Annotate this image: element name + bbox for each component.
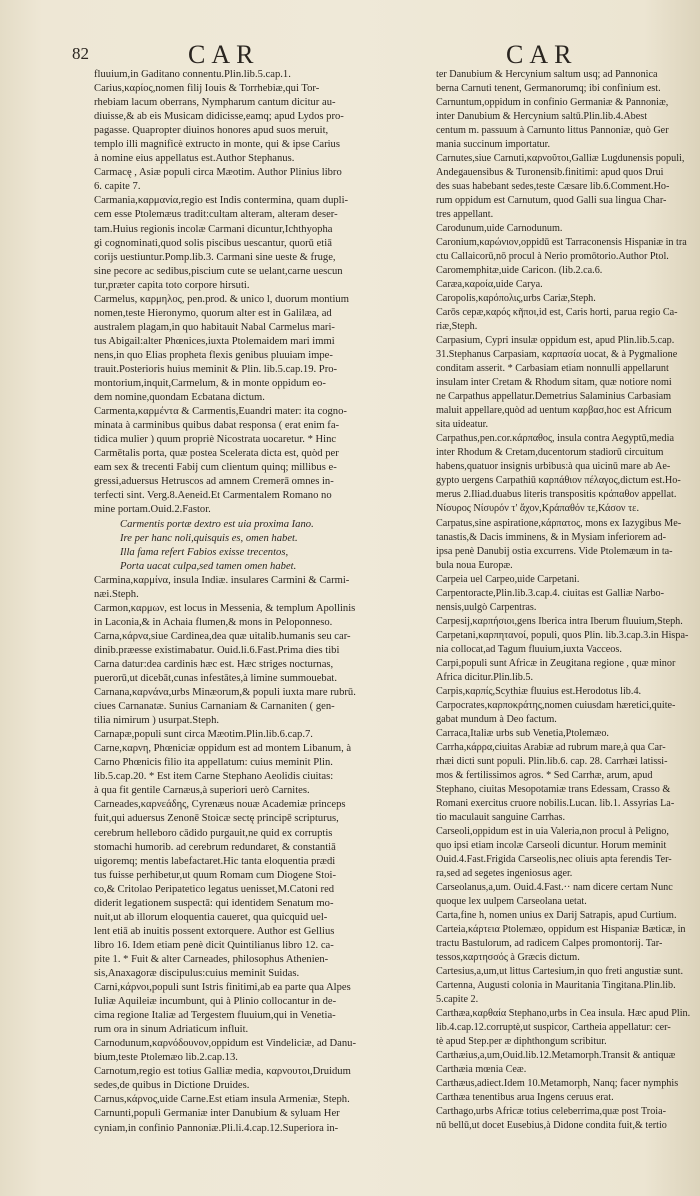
entry-line: ipsa penè Danubij ostia excurrens. Vide Ptolemæum in ta- xyxy=(436,545,673,557)
entry-line: mos & fertilissimos agros. * Sed Carrhæ, arum, apud xyxy=(436,769,653,781)
entry-line: Carna,κάρνα,siue Cardinea,dea quæ uitalib.humanis seu car- xyxy=(94,630,351,642)
entry-line: Caræa,καροία,uide Carya. xyxy=(436,279,543,291)
entry-line: tanastis,& Dacis imminens, & in Mysiam inferiorem ad- xyxy=(436,531,667,543)
entry-line: à nomine eius appellatus est.Author Stephanus. xyxy=(94,153,295,165)
entry-line: Carmania,καρμανία,regio est Indis contermina, quam dupli- xyxy=(94,195,349,207)
entry-line: Carmacę , Asiæ populi circa Mæotim. Author Plinius libro xyxy=(94,167,342,179)
entry-line: tam.Huius regionis incolæ Carmani dicuntur,Ichthyopha xyxy=(94,223,333,235)
entry-line: Carseoli,oppidum est in uia Valeria,non procul à Peligno, xyxy=(436,825,669,837)
entry-line: mania succinum importatur. xyxy=(436,139,551,151)
entry-line: Carpocrates,καρποκράτης,nomen cuiusdam hæretici,quite- xyxy=(436,699,676,711)
entry-line: inter Rhodum & Cretam,ducentorum stadiorū circuitum xyxy=(436,447,664,459)
entry-line: cima regione Italiæ ad Tergestem fluuium,qui in Venetia- xyxy=(94,1010,336,1022)
entry-line: Carta,fine h, nomen unius ex Darij Satrapis, apud Curtium. xyxy=(436,909,677,921)
entry-line: nuit,ut ab illorum eloquentia caueret, qua quicquid uel- xyxy=(94,911,328,923)
entry-line: nū bellū,ut docet Eusebius,à Didone condita fuit,& tertio xyxy=(436,1120,667,1132)
entry-line: 31.Stephanus Carpasiam, καρπασία uocat, & à Pygmalione xyxy=(436,349,678,361)
entry-line: bium,teste Ptolemæo lib.2.cap.13. xyxy=(94,1052,238,1064)
entry-line: Carthæa,καρθαία Stephano,urbs in Cea insula. Hæc apud Plin. xyxy=(436,1008,691,1020)
entry-line: australem plagam,in quo habitauit Nabal Carmelus mari- xyxy=(94,321,335,333)
entry-line: ciues Carnanatæ. Sunius Carnaniam & Carnaniten ( gen- xyxy=(94,701,335,713)
entry-line: Cartenna, Augusti colonia in Mauritania Tingitana.Plin.lib. xyxy=(436,980,676,992)
entry-line: uigoremq; mentis labefactaret.Hic tanta eloquentia prædi xyxy=(94,855,336,867)
entry-line: trauit.Posterioris huius meminit & Plin. lib.5.cap.19. Pro- xyxy=(94,363,338,375)
entry-line: à qua fit gentile Carnæus,à superiori uerò Carnites. xyxy=(94,785,310,797)
entry-line: Carrha,κάρρα,ciuitas Arabiæ ad rubrum mare,à qua Car- xyxy=(436,741,666,753)
entry-line: Carmina,καρμίνα, insula Indiæ. insulares Carmini & Carmi- xyxy=(94,574,350,586)
entry-line: dem nomine,quondam Ecbatana dictum. xyxy=(94,392,265,404)
entry-line: Caromemphitæ,uide Caricon. (lib.2.ca.6. xyxy=(436,265,603,277)
right-column xyxy=(436,68,694,1133)
entry-line: Ouid.4.Fast.Frigida Carseolis,nec oliuis apta ferendis Ter- xyxy=(436,853,672,865)
entry-line: nensis,uulgò Carpentras. xyxy=(436,601,537,613)
entry-line: maluit appellare,quòd ad uentum καρβασ,hoc est Africum xyxy=(436,405,672,417)
entry-line: pagasse. Quapropter diuinos honores apud suos meruit, xyxy=(94,125,329,137)
entry-line: Carius,καρίος,nomen filij Iouis & Torrhebiæ,qui Tor- xyxy=(94,83,320,95)
entry-line: sis,Anaxagoræ discipulus:cuius meminit Suidas. xyxy=(94,968,300,979)
entry-line: Carteia,κάρτεια Ptolemæo, oppidum est Hispaniæ Bæticæ, in xyxy=(436,923,686,935)
verse-line: Ire per hanc noli,quisquis es, omen habet. xyxy=(120,532,298,544)
entry-line: Carpeia uel Carpeo,uide Carpetani. xyxy=(436,573,580,585)
entry-line: Carseolanus,a,um. Ouid.4.Fast.·· nam dicere certam Nunc xyxy=(436,881,673,893)
entry-line: gypto uergens Carpathiū καρπάθιον πέλαγος,dictum est.Ho- xyxy=(436,475,681,487)
entry-line: tus Abigail:alter Phœnices,iuxta Ptolemaidem mari immi xyxy=(94,335,335,347)
entry-line: dinib.præesse existimabatur. Ouid.li.6.Fast.Prima dies tibi xyxy=(94,644,340,656)
entry-line: nens,in quo Elias propheta flexis genibus pluuiam impe- xyxy=(94,349,333,361)
entry-line: berna Carnuti tenent, Germanorumq; ibi confinium est. xyxy=(436,83,661,95)
left-column xyxy=(94,68,424,1136)
entry-line: tur,præter capita toto corpore hirsuti. xyxy=(94,279,250,291)
entry-line: Carne,καρνη, Phœniciæ oppidum est ad montem Libanum, à xyxy=(94,743,352,755)
entry-line: Carnuntum,oppidum in confinio Germaniæ & Pannoniæ, xyxy=(436,97,669,109)
entry-line: lib.4.cap.12.corruptè,ut suspicor, Cartheia appellatur: cer- xyxy=(436,1022,671,1034)
verse-line: Carmentis portæ dextro est uia proxima Iano. xyxy=(120,518,314,530)
entry-line: Carpesij,καρπήσιοι,gens Iberica intra Iberum fluuium,Steph. xyxy=(436,615,683,627)
entry-line: Carno Phœnicis filio ita appellatum: cuius meminit Plin. xyxy=(94,757,333,769)
entry-line: tractu Bastulorum, ad radicem Calpes promontorij. Tar- xyxy=(436,937,663,949)
entry-line: lib.5.cap.20. * Est item Carne Stephano Aeolidis ciuitas: xyxy=(94,771,334,783)
entry-line: Carraca,Italiæ urbs sub Venetia,Ptolemæo. xyxy=(436,727,609,739)
entry-line: nia collocat,ad Tagum fluuium,iuxta Vacceos. xyxy=(436,643,622,655)
entry-line: in Laconia,& in Achaia flumen,& mons in Peloponneso. xyxy=(94,616,333,628)
entry-line: diderit legationem suspectā: qui identidem Senatum mo- xyxy=(94,897,334,909)
entry-line: lent etiā ab inuitis possent extorquere. Author est Gellius xyxy=(94,925,335,937)
entry-line: corijs uestiuntur.Pomp.lib.3. Carmani sine ueste & fruge, xyxy=(94,251,336,263)
entry-line: montorium,inquit,Carmelum, & in monte oppidum eo- xyxy=(94,378,326,390)
entry-line: Carmētalis porta, quæ postea Scelerata dicta est, quòd per xyxy=(94,448,339,460)
entry-line: fluuium,in Gaditano connentu.Plin.lib.5.cap.1. xyxy=(94,69,291,80)
entry-line: ra,sed ad segetes ingeniosus ager. xyxy=(436,867,573,879)
entry-line: Carnodunum,καρνόδουνον,oppidum est Vindeliciæ, ad Danu- xyxy=(94,1038,357,1050)
entry-line: sita uideatur. xyxy=(436,419,489,431)
entry-line: terfecti sint. Verg.8.Aeneid.Et Carmentalem Romano no xyxy=(94,490,332,502)
entry-line: quo ipsi etiam incolæ Carseoli dicuntur. Horum meminit xyxy=(436,839,667,851)
running-head-left: CAR xyxy=(188,40,260,69)
entry-line: Carnutes,siue Carnuti,καρνοῦτοι,Galliæ Lugdunensis populi, xyxy=(436,153,685,165)
page-number: 82 xyxy=(72,44,89,63)
entry-line: Carnapæ,populi sunt circa Mæotim.Plin.lib.6.cap.7. xyxy=(94,729,313,741)
entry-line: Carneades,καρνεάδης, Cyrenæus nouæ Academiæ princeps xyxy=(94,799,346,811)
entry-line: diuisse,& ab eis Musicam didicisse,eamq; apud Lydos pro- xyxy=(94,111,344,123)
entry-line: gressi,aduersus Hetruscos ad amnem Cremerā omnes in- xyxy=(94,476,334,488)
entry-line: quoque lex uulpem Carseolana uetat. xyxy=(436,895,587,907)
entry-line: puerorū,ut dicebāt,cunas infestātes,à limine summouebat. xyxy=(94,673,337,685)
entry-line: 5.capite 2. xyxy=(436,994,479,1006)
entry-line: templo illi magnificè extructo in monte, qui & ipse Carius xyxy=(94,139,340,151)
entry-line: tessos,καρτησσός à Græcis dictum. xyxy=(436,951,580,963)
entry-line: libro 16. Idem etiam penè dicit Quintilianus libro 12. ca- xyxy=(94,939,334,951)
entry-line: fuit,qui aduersus Zenonē Stoicæ sectę principē scripturus, xyxy=(94,813,339,825)
entry-line: Carna datur:dea cardinis hæc est. Hæc striges nocturnas, xyxy=(94,658,334,670)
entry-line: cyniam,in confinio Pannoniæ.Pli.li.4.cap.12.Superiora in- xyxy=(94,1122,339,1134)
entry-line: sine pecore ac sedibus,piscium cute se uelant,carne uescun xyxy=(94,265,343,277)
entry-line: Carnana,καρνάνα,urbs Minæorum,& populi iuxta mare rubrū. xyxy=(94,687,356,699)
entry-line: Cartesius,a,um,ut littus Cartesium,in quo freti angustiæ sunt. xyxy=(436,966,684,977)
entry-line: Caropolis,καρόπολις,urbs Cariæ,Steph. xyxy=(436,293,596,305)
entry-line: ctu Callaicorū,nō procul à Nerio promōtorio.Author Ptol. xyxy=(436,251,669,263)
entry-line: centum m. passuum à Carnunto littus Pannoniæ, quò Ger xyxy=(436,125,669,137)
entry-line: sedes,de quibus in Dictione Druides. xyxy=(94,1080,250,1092)
entry-line: Carthago,urbs Africæ totius celeberrima,quæ post Troia- xyxy=(436,1106,667,1118)
entry-line: Carpis,καρπίς,Scythiæ fluuius est.Herodotus lib.4. xyxy=(436,685,642,697)
entry-line: Νίσυρος Νίσυρόν τ' ἄχον,Κράπαθόν τε,Κάσον τε. xyxy=(436,503,639,515)
entry-line: Carpathus,pen.cor.κάρπαθος, insula contra Aegyptū,media xyxy=(436,433,674,445)
entry-line: tidica mulier ) quum propriè Nicostrata uocaretur. * Hinc xyxy=(94,434,337,446)
entry-line: næi.Steph. xyxy=(94,588,139,600)
entry-line: Carpi,populi sunt Africæ in Zeugitana regione , quæ minor xyxy=(436,657,676,669)
entry-line: tilia nimirum ) usurpat.Steph. xyxy=(94,715,220,727)
entry-line: habens,quatuor insignis urbibus:à qua uicinū mare ab Ae- xyxy=(436,461,671,473)
entry-line: riæ,Steph. xyxy=(436,321,478,333)
entry-line: Carthæa tenentibus arua Ingens ceruus erat. xyxy=(436,1092,614,1104)
entry-line: Iuliæ Aquileiæ incumbunt, qui à Plinio collocantur in de- xyxy=(94,996,337,1008)
entry-line: Africa dicitur.Plin.lib.5. xyxy=(436,671,534,683)
entry-line: mine portam.Ouid.2.Fastor. xyxy=(94,504,211,516)
entry-line: Carpetani,καρπητανοί, populi, quos Plin. lib.3.cap.3.in Hispa- xyxy=(436,629,689,641)
entry-line: Carmelus, καρμηλος, pen.prod. & unico l, duorum montium xyxy=(94,293,349,305)
entry-line: Carpasium, Cypri insulæ oppidum est, apud Plin.lib.5.cap. xyxy=(436,335,675,347)
entry-line: Carpatus,sine aspiratione,κάρπατος, mons ex Iazygibus Me- xyxy=(436,517,682,529)
entry-line: gi cognominati,quod solis piscibus uescantur, quorū etiā xyxy=(94,237,332,249)
entry-line: minata à carminibus quibus dabat responsa ( erat enim fa- xyxy=(94,420,340,432)
entry-line: Carmenta,καρμέντα & Carmentis,Euandri mater: ita cogno- xyxy=(94,406,347,418)
entry-line: Caronium,καρώνιον,oppidū est Tarraconensis Hispaniæ in tra xyxy=(436,237,687,249)
entry-line: Carpentoracte,Plin.lib.3.cap.4. ciuitas est Galliæ Narbo- xyxy=(436,587,665,599)
entry-line: eam sex & trecenti Fabij cum clientum quinq; millibus e- xyxy=(94,462,337,474)
entry-line: Carnotum,regio est totius Galliæ media, καρνουτοι,Druidum xyxy=(94,1066,351,1078)
entry-line: Carnus,κάρνος,uide Carne.Est etiam insula Armeniæ, Steph. xyxy=(94,1094,350,1106)
entry-line: Carthæia mœnia Ceæ. xyxy=(436,1064,527,1076)
entry-line: cerebrum helleboro cādido purgauit,ne quid ex corruptis xyxy=(94,827,333,839)
entry-line: rhæi dicti sunt populi. Plin.lib.6. cap. 28. Carrhæi latissi- xyxy=(436,755,668,767)
entry-line: cem esse Ptolemæus tradit:cultam alteram, alteram deser- xyxy=(94,209,338,221)
entry-line: Carōs cepæ,καρός κῆποι,id est, Caris horti, parua regio Ca- xyxy=(436,307,678,319)
entry-line: ter Danubium & Hercynium saltum usq; ad Pannonica xyxy=(436,69,658,80)
entry-line: Carnunti,populi Germaniæ inter Danubium & syluam Her xyxy=(94,1108,340,1120)
entry-line: rum oppidum est Carnutum, quod Galli sua lingua Char- xyxy=(436,195,667,207)
entry-line: tio maculauit sanguine Carrhas. xyxy=(436,811,566,823)
verse-line: Illa fama refert Fabios exisse trecentos, xyxy=(120,546,289,558)
entry-line: inter Danubium & Hercynium saltū.Plin.lib.4.Abest xyxy=(436,111,648,123)
entry-line: co,& Critolao Peripatetico legatus uenisset,M.Catoni red xyxy=(94,883,335,895)
entry-line: tè apud Step.per æ diphthongum scribitur. xyxy=(436,1036,607,1048)
entry-line: Carthæius,a,um,Ouid.lib.12.Metamorph.Transit & antiquæ xyxy=(436,1050,676,1062)
entry-line: bula noua Europæ. xyxy=(436,559,513,571)
entry-line: rum ora in sinum Adriaticum influit. xyxy=(94,1024,249,1036)
entry-line: Carmon,καρμων, est locus in Messenia, & templum Apollinis xyxy=(94,602,356,614)
entry-line: insulam inter Cretam & Rhodum sitam, quæ notiore nomi xyxy=(436,377,672,389)
entry-line: stomachi humorib. ad cerebrum redundaret, & constantiā xyxy=(94,841,336,853)
entry-line: des suas habebant sedes,teste Cæsare lib.6.Comment.Ho- xyxy=(436,181,670,193)
entry-line: Carni,κάρνοι,populi sunt Istris finitimi,ab ea parte qua Alpes xyxy=(94,982,351,994)
entry-line: tres appellant. xyxy=(436,209,494,221)
entry-line: Carthæus,adiect.Idem 10.Metamorph, Nanq; facer nymphis xyxy=(436,1078,679,1090)
verse-line: Porta uacat culpa,sed tamen omen habet. xyxy=(120,560,297,572)
running-head-right: CAR xyxy=(506,40,578,69)
entry-line: Stephano, ciuitas Mesopotamiæ trans Edessam, Crasso & xyxy=(436,783,671,795)
entry-line: Carodunum,uide Carnodunum. xyxy=(436,223,563,235)
entry-line: ne Carpathus appellatur.Demetrius Salaminius Carbasiam xyxy=(436,391,672,403)
entry-line: 6. capite 7. xyxy=(94,181,141,193)
entry-line: Romani exercitus cruore nobilis.Lucan. lib.1. Assyrias La- xyxy=(436,797,675,809)
entry-line: merus 2.Iliad.duabus literis transpositis κράπαθον appellat. xyxy=(436,489,677,501)
entry-line: conditam asserit. * Carbasiam etiam nonnulli appellarunt xyxy=(436,363,669,375)
entry-line: tus fuisse perhibetur,ut quum Romam cum Diogene Stoi- xyxy=(94,869,337,881)
entry-line: Andegauensibus & Turonensib.finitimi: apud quos Drui xyxy=(436,167,664,179)
entry-line: pite 1. * Fuit & alter Carneades, philosophus Athenien- xyxy=(94,953,329,965)
entry-line: gabat mundum à Deo factum. xyxy=(436,713,557,725)
entry-line: nomen,teste Hieronymo, quorum alter est in Galilæa, ad xyxy=(94,307,332,319)
entry-line: rhebiam lacum oberrans, Nympharum cantum dicitur au- xyxy=(94,97,336,109)
